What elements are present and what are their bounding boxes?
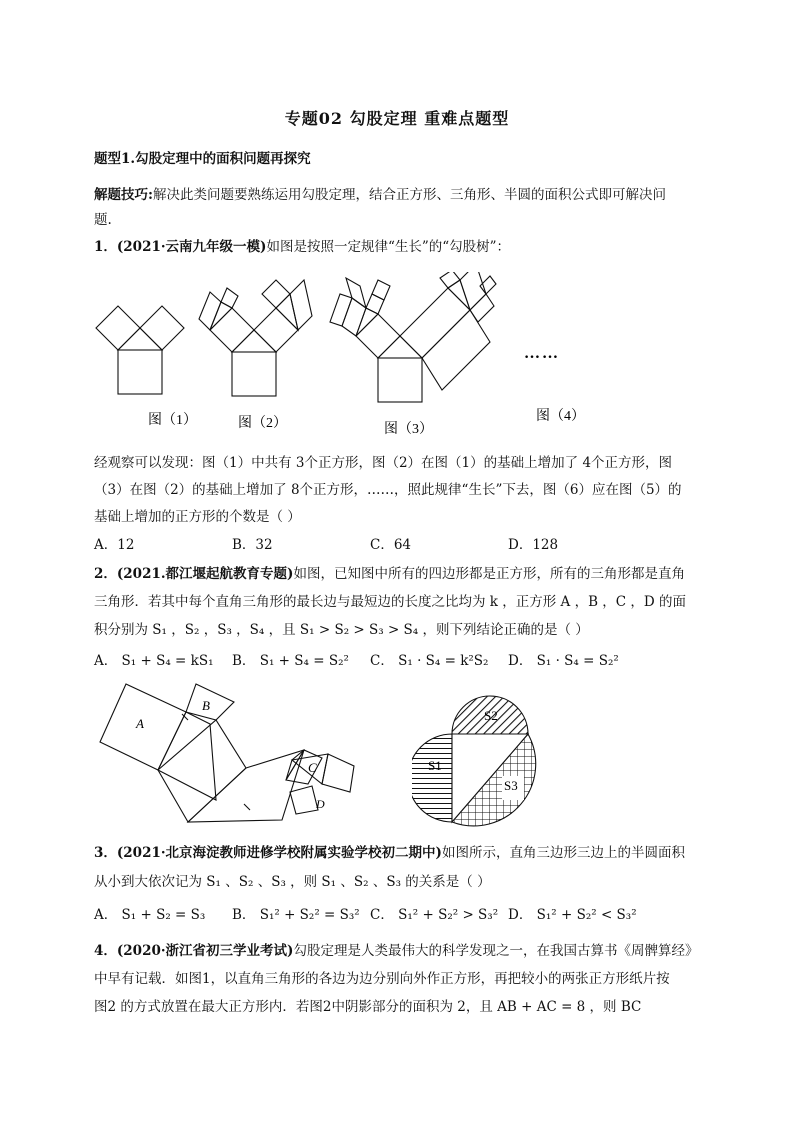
q4-number: 4．(2020·浙江省初三学业考试) (94, 943, 294, 959)
squares-figure (96, 680, 356, 830)
tip-label: 解题技巧: (94, 187, 153, 203)
pythagoras-tree-figure (90, 272, 610, 442)
q1-intro: 如图是按照一定规律“生长”的“勾股树”： (266, 239, 511, 255)
fig-label-2: 图（2） (238, 416, 287, 431)
q4-line-2: 中早有记载．如图1，以直角三角形的各边为边分别向外作正方形，再把较小的两张正方形纸片按 (94, 971, 670, 987)
q3-number: 3．(2021·北京海淀教师进修学校附属实验学校初二期中) (94, 845, 442, 861)
q2-option-b[interactable]: B． S₁ + S₄ = S₂² (232, 653, 349, 669)
tip-line-2: 题. (94, 212, 112, 228)
tree-fig-2 (199, 280, 312, 396)
q1-number: 1．(2021·云南九年级一模) (94, 239, 267, 255)
region-label-s2: S2 (484, 708, 498, 723)
tip-text: 解决此类问题要熟练运用勾股定理，结合正方形、三角形、半圆的面积公式即可解决问 (152, 187, 666, 203)
q2-number: 2．(2021.都江堰起航教育专题) (94, 566, 294, 582)
tree-fig-1 (96, 306, 184, 394)
fig-label-3: 图（3） (384, 422, 433, 437)
q3-line-2: 从小到大依次记为 S₁ 、S₂ 、S₃ ，则 S₁ 、S₂ 、S₃ 的关系是（ ） (94, 874, 491, 890)
q1-option-b[interactable]: B．32 (232, 537, 273, 553)
q4-line-1 (94, 940, 704, 962)
q2-option-d[interactable]: D． S₁ · S₄ = S₂² (508, 653, 619, 669)
q4-line-3: 图2 的方式放置在最大正方形内．若图2中阴影部分的面积为 2，且 AB + AC = 8 ，则 BC (94, 999, 642, 1015)
continuation-dots: …… (524, 345, 560, 362)
q2-line-2: 三角形．若其中每个直角三角形的最长边与最短边的长度之比均为 k ，正方形 A ，B ，C ，D 的面 (94, 594, 687, 610)
region-label-s3: S3 (504, 778, 518, 793)
q2-line-1 (94, 563, 704, 585)
q4-text: 勾股定理是人类最伟大的科学发现之一，在我国古算书《周髀算经》 (293, 943, 699, 959)
square-label-a: A (136, 716, 144, 731)
q1-line-2: （3）在图（2）的基础上增加了 8个正方形，……，照此规律“生长”下去，图（6）应在图（5）的 (94, 482, 682, 498)
q2-option-a[interactable]: A． S₁ + S₄ = kS₁ (94, 653, 214, 669)
q1-option-c[interactable]: C．64 (370, 537, 412, 553)
q3-option-d[interactable]: D． S₁² + S₂² < S₃² (508, 907, 637, 923)
q2-text: 如图，已知图中所有的四边形都是正方形，所有的三角形都是直角 (293, 566, 685, 582)
square-label-b: B (202, 698, 210, 713)
section-heading: 题型1.勾股定理中的面积问题再探究 (94, 151, 311, 167)
square-label-d: D (316, 797, 325, 811)
q3-text: 如图所示，直角三边形三边上的半圆面积 (441, 845, 685, 861)
fig-label-1: 图（1） (148, 413, 197, 428)
q1-option-a[interactable]: A．12 (94, 537, 135, 553)
semicircles-figure (412, 686, 562, 836)
q1-option-d[interactable]: D．128 (508, 537, 559, 553)
page-title: 专题02 勾股定理 重难点题型 (284, 109, 510, 128)
q1-line-1: 经观察可以发现：图（1）中共有 3个正方形，图（2）在图（1）的基础上增加了 4个正方形，图 (94, 455, 673, 471)
q2-option-c[interactable]: C． S₁ · S₄ = k²S₂ (370, 653, 489, 669)
q2-line-3: 积分别为 S₁ ，S₂ ，S₃ ，S₄ ，且 S₁ > S₂ > S₃ > S₄ ，则下列结论正确的是（ ） (94, 622, 589, 638)
q3-line-1 (94, 842, 704, 864)
region-label-s1: S1 (428, 758, 442, 773)
square-label-c: C (308, 760, 317, 775)
fig-label-4: 图（4） (536, 409, 585, 424)
q1-line-3: 基础上增加的正方形的个数是（ ） (94, 509, 301, 525)
tip-line-1 (94, 184, 704, 206)
tree-fig-3 (330, 272, 496, 402)
q1-header (94, 236, 704, 258)
q3-option-c[interactable]: C． S₁² + S₂² > S₃² (370, 907, 499, 923)
q3-option-a[interactable]: A． S₁ + S₂ = S₃ (94, 907, 206, 923)
q3-option-b[interactable]: B． S₁² + S₂² = S₃² (232, 907, 360, 923)
